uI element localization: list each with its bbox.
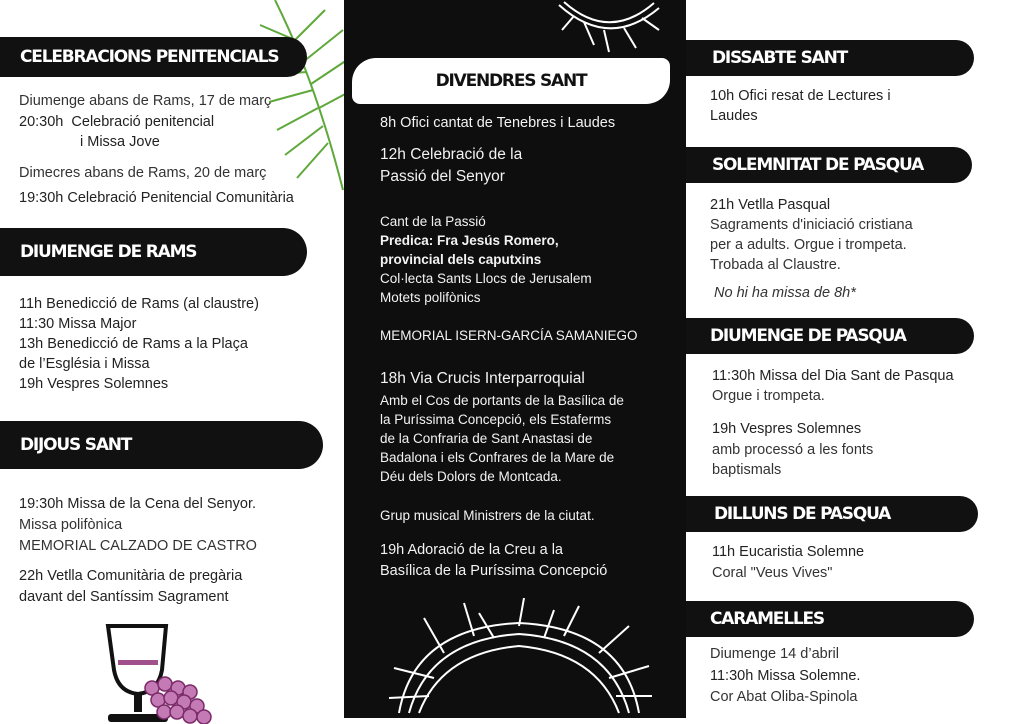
event-line: per a adults. Orgue i trompeta. — [710, 237, 907, 253]
event-line: Laudes — [710, 108, 758, 124]
event-text: Adoració de la Creu a la — [407, 542, 564, 558]
header-dijous-sant: DIJOUS SANT — [0, 421, 323, 469]
event-time: 21h — [710, 197, 735, 213]
detail-line: Col·lecta Sants Llocs de Jerusalem — [380, 271, 592, 286]
event-time: 20:30h — [19, 114, 64, 130]
event-text: Ofici resat de Lectures i — [738, 88, 891, 104]
event-text: Vespres Solemnes — [740, 421, 862, 437]
event-time: 19h — [712, 421, 737, 437]
event-line: Sagraments d'iniciació cristiana — [710, 217, 913, 233]
event-line: baptismals — [712, 462, 782, 478]
event-line — [380, 368, 585, 390]
header-solemnitat-de-pasqua: SOLEMNITAT DE PASQUA — [686, 147, 972, 183]
event-line: Orgue i trompeta. — [712, 388, 825, 404]
detail-line: de la Confraria de Sant Anastasi de — [380, 431, 593, 446]
detail-line: Amb el Cos de portants de la Basílica de — [380, 393, 624, 408]
event-time: 18h — [380, 370, 406, 387]
event-time: 22h — [19, 568, 44, 584]
event-time: 11:30 — [19, 316, 55, 332]
detail-line: Badalona i els Confrares de la Mare de — [380, 450, 615, 465]
chalice-icon — [100, 622, 220, 724]
event-line — [380, 540, 563, 560]
event-text: Vespres Solemnes — [47, 376, 169, 392]
event-time: 11h — [19, 296, 43, 312]
event-line: MEMORIAL CALZADO DE CASTRO — [19, 538, 257, 554]
event-text: Benedicció de Rams a la Plaça — [47, 336, 248, 352]
event-line — [380, 113, 615, 133]
header-divendres-sant: DIVENDRES SANT — [352, 58, 670, 104]
event-line — [19, 494, 256, 514]
detail-line: provincial dels caputxins — [380, 252, 542, 267]
event-text: Benedicció de Rams (al claustre) — [46, 296, 259, 312]
event-line: Basílica de la Puríssima Concepció — [380, 563, 608, 579]
event-line: Trobada al Claustre. — [710, 257, 841, 273]
event-line — [712, 366, 954, 386]
event-text: Celebració penitencial — [71, 114, 215, 130]
event-line — [19, 374, 168, 394]
event-line — [19, 112, 214, 132]
event-line: de l’Església i Missa — [19, 356, 150, 372]
header-dissabte-sant: DISSABTE SANT — [686, 40, 974, 76]
detail-line: la Puríssima Concepció, els Estaferms — [380, 412, 612, 427]
event-text: Missa de la Cena del Senyor. — [67, 496, 256, 512]
date-line: Diumenge abans de Rams, 17 de març — [19, 93, 272, 109]
event-line: Missa polifònica — [19, 517, 123, 533]
event-line — [380, 144, 522, 166]
event-line: davant del Santíssim Sagrament — [19, 589, 229, 605]
header-diumenge-de-rams: DIUMENGE DE RAMS — [0, 228, 307, 276]
event-text: Vetlla Comunitària de pregària — [47, 568, 243, 584]
event-line — [19, 334, 248, 354]
event-line — [19, 314, 136, 334]
event-text: Vetlla Pasqual — [738, 197, 831, 213]
event-text: Eucaristia Solemne — [739, 544, 865, 560]
divendres-sant-panel — [344, 0, 686, 718]
event-line: amb processó a les fonts — [712, 442, 874, 458]
event-text: Celebració Penitencial Comunitària — [67, 190, 294, 206]
event-line: Coral "Veus Vives" — [712, 565, 833, 581]
event-time: 19h — [19, 376, 44, 392]
crown-of-thorns-icon — [554, 0, 664, 55]
event-text: Missa del Dia Sant de Pasqua — [759, 368, 954, 384]
event-text: Via Crucis Interparroquial — [410, 370, 585, 387]
event-line: i Missa Jove — [80, 134, 160, 150]
event-line — [19, 294, 259, 314]
event-line — [19, 566, 242, 586]
event-time: 12h — [380, 146, 406, 163]
event-text: Missa Major — [58, 316, 137, 332]
event-time: 10h — [710, 88, 735, 104]
header-celebracions-penitencials: CELEBRACIONS PENITENCIALS — [0, 37, 307, 77]
event-time: 11:30h — [712, 368, 756, 384]
event-line — [710, 666, 860, 686]
event-text: Celebració de la — [410, 146, 523, 163]
event-line — [712, 419, 861, 439]
crown-of-thorns-icon — [384, 598, 654, 718]
event-time: 19h — [380, 542, 405, 558]
event-time: 19:30h — [19, 190, 64, 206]
event-line — [710, 195, 830, 215]
event-time: 11h — [712, 544, 736, 560]
detail-line: Déu dels Dolors de Montcada. — [380, 469, 562, 484]
detail-line: Cant de la Passió — [380, 214, 486, 229]
detail-line: Grup musical Ministrers de la ciutat. — [380, 508, 595, 523]
event-line — [19, 188, 294, 208]
date-line: Dimecres abans de Rams, 20 de març — [19, 165, 267, 181]
detail-line: Predica: Fra Jesús Romero, — [380, 233, 559, 248]
detail-line: MEMORIAL ISERN-GARCÍA SAMANIEGO — [380, 328, 638, 343]
note-line: No hi ha missa de 8h* — [714, 285, 856, 301]
event-time: 11:30h — [710, 668, 754, 684]
event-time: 19:30h — [19, 496, 64, 512]
event-line: Passió del Senyor — [380, 168, 505, 185]
event-line — [712, 542, 864, 562]
date-line: Diumenge 14 d’abril — [710, 646, 839, 662]
detail-line: Motets polifònics — [380, 290, 481, 305]
event-time: 13h — [19, 336, 44, 352]
header-diumenge-de-pasqua: DIUMENGE DE PASQUA — [686, 318, 974, 354]
header-caramelles: CARAMELLES — [686, 601, 974, 637]
header-dilluns-de-pasqua: DILLUNS DE PASQUA — [686, 496, 978, 532]
event-line — [710, 86, 891, 106]
event-text: Ofici cantat de Tenebres i Laudes — [400, 115, 616, 131]
event-text: Missa Solemne. — [757, 668, 861, 684]
event-line: Cor Abat Oliba-Spinola — [710, 689, 858, 705]
event-time: 8h — [380, 115, 397, 131]
